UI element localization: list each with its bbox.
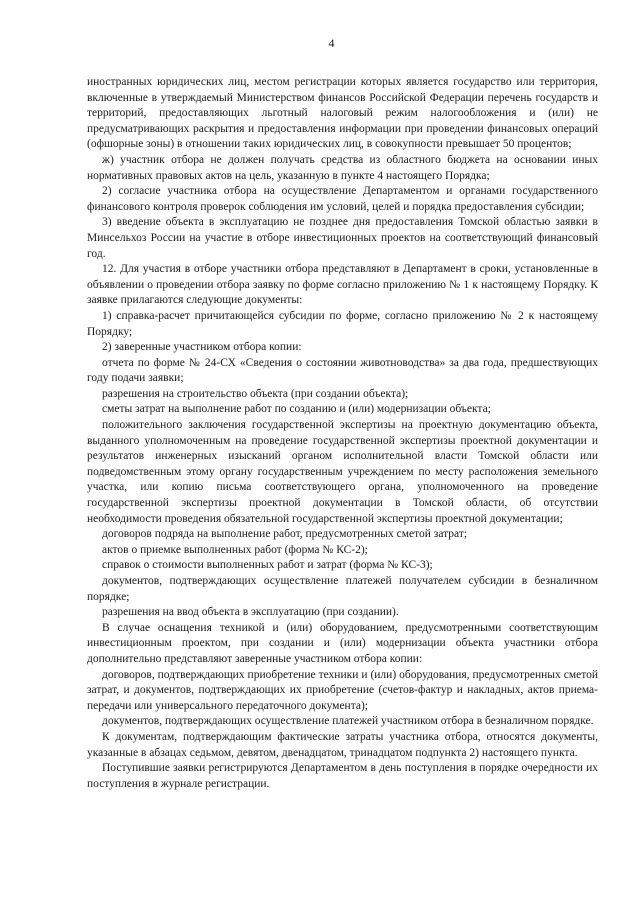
paragraph-6: 1) справка-расчет причитающейся субсидии по форме, согласно приложению № 2 к настоящему Порядку; [87, 309, 598, 338]
paragraph-10: сметы затрат на выполнение работ по созданию и (или) модернизации объекта; [102, 403, 491, 416]
paragraph-17: В случае оснащения техникой и (или) оборудованием, предусмотренными соответствующим инвестиционным проектом, при создании и (или) модернизации объекта участники отбора дополнительно представляют заверенные участником отбора копии: [87, 621, 598, 665]
paragraph-13: актов о приемке выполненных работ (форма № КС-2); [102, 543, 368, 556]
paragraph-5: 12. Для участия в отборе участники отбора представляют в Департамент в сроки, установленные в объявлении о проведении отбора заявку по форме согласно приложению № 1 к настоящему Порядку. К заявке прилагаются следующие документы: [87, 263, 598, 307]
paragraph-12: договоров подряда на выполнение работ, предусмотренных сметой затрат; [102, 528, 468, 541]
paragraph-8: отчета по форме № 24-СХ «Сведения о состоянии животноводства» за два года, предшествующих году подачи заявки; [87, 356, 598, 385]
paragraph-1: иностранных юридических лиц, местом регистрации которых является государство или территория, включенные в утверждаемый Министерством финансов Российской Федерации перечень государств и территорий, предоставляющих льготный налоговый режим налогообложения и (или) не предусматривающих раскрытия и предоставления информации при проведении финансовых операций (офшорные зоны) в отношении таких юридических лиц, в совокупности превышает 50 процентов; [87, 76, 598, 151]
paragraph-11: положительного заключения государственной экспертизы на проектную документацию объекта, выданного уполномоченным на проведение государственной экспертизы проектной документации и результатов инженерных изысканий органом исполнительной власти Томской области или подведомственным этому органу государственным учреждением по месту расположения земельного участка, или копию письма соответствующего органа, уполномоченного на проведение государственной экспертизы проектной документации в Томской области, об отсутствии необходимости проведения обязательной государственной экспертизы проектной документации; [87, 419, 598, 525]
paragraph-14: справок о стоимости выполненных работ и затрат (форма № КС-3); [102, 559, 433, 572]
paragraph-19: документов, подтверждающих осуществление платежей участником отбора в безналичном порядке. [102, 715, 594, 728]
paragraph-16: разрешения на ввод объекта в эксплуатацию (при создании). [102, 606, 399, 619]
body-text [87, 75, 598, 792]
paragraph-9: разрешения на строительство объекта (при создании объекта); [102, 387, 409, 400]
paragraph-18: договоров, подтверждающих приобретение техники и (или) оборудования, предусмотренных сметой затрат, и документов, подтверждающих их приобретение (счетов-фактур и накладных, актов приема-передачи или универсального передаточного документа); [87, 668, 598, 712]
paragraph-15: документов, подтверждающих осуществление платежей получателем субсидии в безналичном порядке; [87, 575, 598, 603]
paragraph-3: 2) согласие участника отбора на осуществление Департаментом и органами государственного финансового контроля проверок соблюдения им условий, целей и порядка предоставления субсидии; [87, 185, 598, 213]
paragraph-4: 3) введение объекта в эксплуатацию не позднее дня предоставления Томской областью заявки в Минсельхоз России на участие в отборе инвестиционных проектов на соответствующий финансовый год. [87, 216, 598, 260]
paragraph-20: К документам, подтверждающим фактические затраты участника отбора, относятся документы, указанные в абзацах седьмом, девятом, двенадцатом, тринадцатом подпункта 2) настоящего пункта. [87, 730, 598, 759]
paragraph-7: 2) заверенные участником отбора копии: [102, 341, 302, 354]
page-number: 4 [328, 36, 335, 50]
paragraph-2: ж) участник отбора не должен получать средства из областного бюджета на основании иных нормативных правовых актов на цель, указанную в пункте 4 настоящего Порядка; [87, 153, 598, 182]
paragraph-21: Поступившие заявки регистрируются Департаментом в день поступления в порядке очередности их поступления в журнале регистрации. [87, 762, 598, 790]
